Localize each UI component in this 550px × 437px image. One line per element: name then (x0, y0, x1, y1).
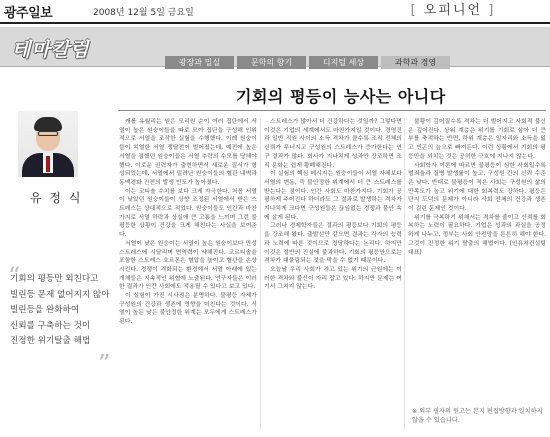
quote-open-icon: “ (8, 262, 21, 290)
paragraph: 오늘날 우리 사회가 겪고 있는 위기의 근원에는 이러한 격차와 불신이 자리 잡고 있다. 하지만 문제는 여기서 그치지 않는다. (264, 266, 402, 291)
column-divider (260, 118, 261, 430)
paragraph: 위기를 극복하기 위해서는 격차를 줄이고 신뢰를 회복하는 노력이 필요하다. 기업은 성과의 과실을 공정하게 나누고, 정부는 사회 안전망을 튼튼히 해야 한다. 그것이 진정한 위기 탈출의 해법이다. (인퓨처컨설팅 대표) (408, 214, 546, 256)
bracket-right: ] (488, 3, 496, 18)
section-name: 오피니언 (423, 3, 483, 18)
paragraph: 스트레스가 많아서 더 건강하다는 것일까? 그렇다면 이것은 기업의 세계에서도 마찬가지일 것이다. 경영진과 일반 직원 사이의 소득 격차가 클수록 조직 전체의 신뢰가 무너지고 구성원의 스트레스가 증가한다는 연구 결과가 많다. 회사가 지나치게 성과만 강조하면 조직 문화는 쉽게 황폐해진다. (264, 119, 402, 169)
paragraph: 서열이 낮은 원숭이는 서열이 높은 원숭이보다 만성 스트레스에 시달리며 면역력이 약해진다. 코르티솔을 포함한 스트레스 호르몬은 혈압을 높이고 혈관을 손상시킨다. 경쟁이 격화되는 환경에서 서열 아래에 있는 개체들은 지속적인 위협에 노출된다. 연구자들은 이러한 결과가 인간 사회에도 적용될 수 있다고 보고 있다. (119, 240, 257, 291)
body-column-1 (119, 118, 257, 430)
paragraph: 불황이 깊어질수록 격차는 더 벌어지고 사회적 불신은 깊어진다. 상위 계층은 위기를 기회로 삼아 더 큰 부를 축적하는 반면, 하위 계층은 일자리와 소득을 잃고 빈곤의 늪으로 빠져든다. 이런 상황에서 기회의 평등만을 외치는 것은 공허한 구호에 지나지 않는다. (408, 119, 546, 160)
photo-tie (46, 156, 50, 172)
column-divider (404, 118, 405, 430)
photo-glasses (38, 131, 58, 136)
editorial-footnote: ※ 외부 필자의 원고는 본지 편집방향과 일치하지 않을 수 있습니다. (412, 408, 543, 424)
author-name: 유 정 식 (30, 191, 83, 205)
tab-plaza[interactable]: 광장과 밀실 (165, 56, 234, 69)
category-tabs (165, 56, 450, 69)
summary-line: 진정한 위기탈출 해법 (10, 336, 91, 346)
title-divider (118, 110, 546, 111)
author-photo (18, 111, 78, 177)
bracket-left: [ (410, 3, 418, 18)
tab-science-management[interactable]: 과학과 경영 (381, 56, 450, 69)
article-title: 기회의 평등이 능사는 아니다 (236, 87, 446, 106)
summary-line: 빌린등 문제 없어지지 않아 (10, 289, 110, 300)
summary-line: 신뢰를 구축하는 것이 (10, 320, 91, 331)
paragraph: 이는 코티솔 수치를 보다 크게 자극한다. 처음 서열이 낮았던 원숭이들이 상향 조정된 서열에서 받은 스트레스는 상대적으로 적었다. 원숭이들도 인간과 마찬가지로 서열 하락과 상실에 큰 고통을 느끼며 그런 불평등한 상황이 건강을 크게 해친다는 사실을 보여준다. (119, 188, 257, 239)
paragraph: 이 실험의 핵심 메시지는 원숭이들이 서열 자체보다 서열의 변동, 즉 불안정한 위계에서 더 큰 스트레스를 받는다는 점이다. 인간 사회도 마찬가지다. 기회가 공평하게 주어진다 하더라도 그 결과로 발생하는 격차가 지나치게 크다면 구성원들은 끊임없는 경쟁과 불안 속에 살게 된다. (264, 171, 402, 221)
section-label (383, 0, 523, 22)
paper-name: 광주일보 (4, 6, 53, 21)
paragraph: 그러나 경제학자들은 결과의 평등보다 기회의 평등을 강조해 왔다. 출발선만 같으면 결과는 각자의 능력과 노력에 따른 것이므로 정당하다는 논리다. 하지만 이것은 절반의 진실에 불과하다. 기회의 평등만으로는 격차가 대물림되는 것을 막을 수 없기 때문이다. (264, 223, 402, 265)
paragraph: 사회학자 이론에 따르면 불평등이 심한 사회일수록 범죄율과 질병 발생률이 높고, 구성원 간의 신뢰 수준은 낮다. 반대로 불평등이 적은 사회는 구성원의 삶의 만족도가 높고 위기에 대한 회복력도 강하다. 평등은 단지 도덕의 문제가 아니라 사회 전체의 건강과 생존이 걸린 문제인 것이다. (408, 162, 546, 213)
body-column-2 (264, 118, 402, 430)
column-brand: 테마칼럼 (12, 39, 90, 61)
tab-literature[interactable]: 문학의 향기 (237, 56, 306, 69)
masthead (0, 0, 550, 24)
summary-line: 빌린등을 완화하여 (10, 305, 80, 315)
tab-digital[interactable]: 디지털 세상 (309, 56, 378, 69)
summary-line: 기회의 평등만 외친다고 (10, 274, 99, 284)
issue-date: 2008년 12월 5일 금요일 (93, 8, 194, 18)
paragraph: 이 실험이 가진 시사점은 분명하다. 불평등 자체가 구성원의 건강과 생존에 영향을 미친다는 것이다. 서열이 높든 낮든 불안정한 위계는 모두에게 스트레스가 된다. (119, 293, 257, 326)
photo-hair (34, 117, 62, 131)
quote-close-icon: ” (98, 350, 111, 378)
paragraph: 캐롤 유월리는 원은 모리원 순이 여러 집단에서 서열이 높은 원숭이들을 따로 모아 집단을 구성해 인위적으로 서열을 조작한 실험을 수행했다. 이례 원숭이들이 치열한 서열 쟁탈전이 벌어졌는데, 예전에 높은 서열을 점했던 원숭이들은 서열 추락의 수모를 당해야 했다. 이로운 권력자가 출현하면서 새로운 질서가 형성되었는데, 서열에서 밀려난 원숭이들의 혈관 내벽과 동맥경화 진전의 발생 빈도가 높아졌다. (119, 119, 257, 186)
body-column-3 (408, 118, 546, 404)
pull-quote (8, 262, 116, 378)
